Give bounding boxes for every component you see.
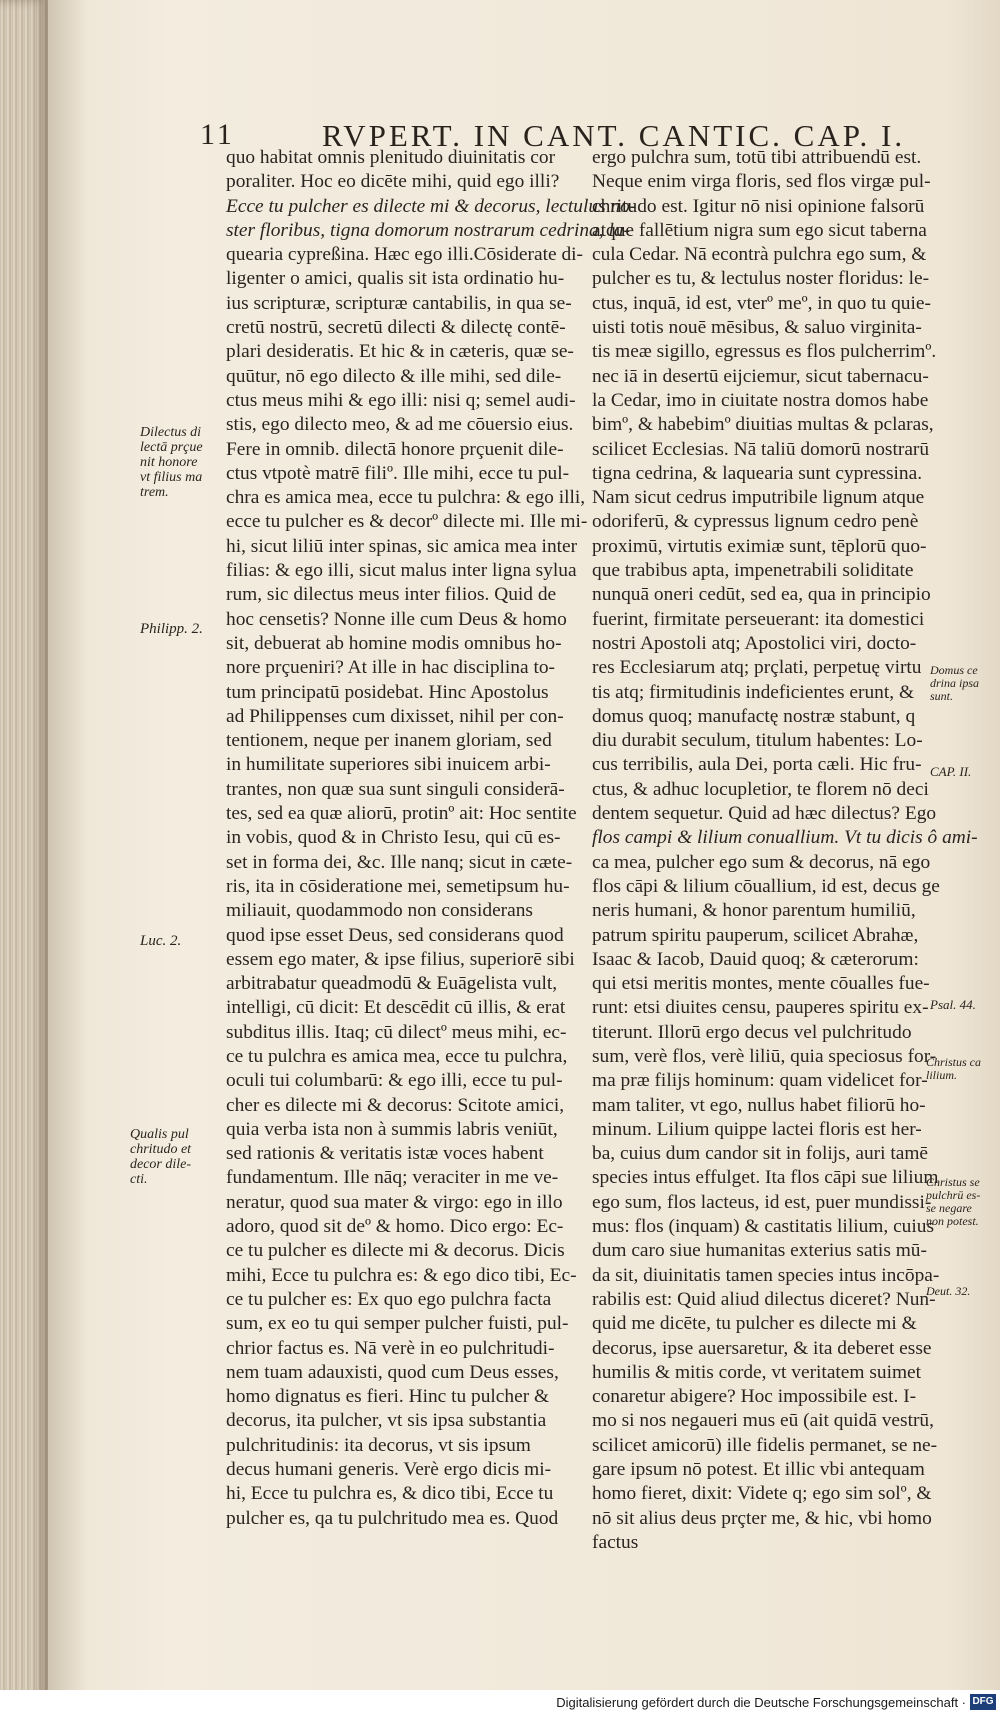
text-line: quo habitat omnis plenitudo diuinitatis cor <box>226 147 556 168</box>
text-line: ca mea, pulcher ego sum & decorus, nā ego <box>592 851 931 873</box>
text-line: ris, ita in cōsideratione mei, semetipsum hu- <box>226 875 570 897</box>
text-line: ce tu pulchra es amica mea, ecce tu pulchra, <box>226 1045 568 1067</box>
text-line: fuerint, firmitate perseuerant: ita domestici <box>592 608 925 630</box>
text-line: intelligi, cū dicit: Et descēdit cū illis, & erat <box>226 997 566 1019</box>
text-line: chritudo est. Igitur nō nisi opinione falsorū <box>592 195 925 217</box>
margin-note-psal <box>930 997 976 1012</box>
text-line: filias: & ego illi, sicut malus inter ligna sylua <box>226 560 577 582</box>
margin-note-line: pulchrū es- <box>926 1188 981 1202</box>
text-line: la Cedar, imo in ciuitate nostra domos habe <box>592 389 929 411</box>
text-line: proximū, virtutis eximiæ sunt, tēplorū quo- <box>592 535 927 557</box>
text-line: neratur, quod sua mater & virgo: ego in illo <box>226 1191 563 1213</box>
text-line: ma præ filijs hominum: quam videlicet for- <box>592 1070 928 1092</box>
folio-number: 11 <box>200 118 235 151</box>
text-line: quūtur, nō ego dilecto & ille mihi, sed dile- <box>226 365 562 387</box>
text-line: quod ipse esset Deus, sed considerans quod <box>226 924 564 946</box>
text-line: neris humani, & honor parentum humiliū, <box>592 900 916 922</box>
text-line: ce tu pulcher es: Ex quo ego pulchra facta <box>226 1288 552 1310</box>
text-line: hi, Ecce tu pulchra es, & dico tibi, Ecce tu <box>226 1483 554 1505</box>
margin-note-line: se negare <box>926 1201 972 1215</box>
margin-note-line: Domus ce <box>930 663 978 677</box>
text-line: nore prçueniri? At ille in hac disciplina to- <box>226 657 555 679</box>
margin-note-luc <box>140 934 181 949</box>
text-line: mo si nos negaueri mus eū (ait quidā vestrū, <box>592 1410 934 1432</box>
text-line: flos cāpi & lilium cōuallium, id est, decus ge <box>592 875 940 897</box>
text-line: ba, cuius dum candor sit in folijs, auri tamē <box>592 1143 929 1165</box>
text-line: in humilitate superiores sibi inuicem arbi- <box>226 754 551 776</box>
text-line: minum. Lilium quippe lactei floris est her- <box>592 1118 922 1140</box>
text-line: nō sit alius deus prçter me, & hic, vbi homo <box>592 1507 932 1529</box>
margin-note-dilectus <box>140 425 203 500</box>
text-line: quearia cypreßina. Hæc ego illi.Cōsiderate di- <box>226 244 583 266</box>
text-line: adoro, quod sit deº & homo. Dico ergo: Ec- <box>226 1216 564 1238</box>
text-line: qui etsi meritis montes, mente cōualles fue- <box>592 973 930 995</box>
text-line: tis meæ sigillo, egressus es flos pulcherrimº. <box>592 341 937 363</box>
text-line: subditus illis. Itaq; cū dilectº meus mihi, ec- <box>226 1021 567 1043</box>
text-line: in vobis, quod & in Christo Iesu, qui cū es- <box>226 827 561 849</box>
text-line: pulcher es tu, & lectulus noster floridus: le- <box>592 268 930 290</box>
margin-note-line: vt filius ma <box>140 470 203 485</box>
margin-note-qualis <box>130 1127 191 1187</box>
text-line: ego sum, flos lacteus, id est, puer mundissi- <box>592 1191 932 1213</box>
text-line: ce tu pulcher es dilecte mi & decorus. Dicis <box>226 1240 565 1262</box>
margin-note-domus <box>930 664 979 703</box>
text-line: arbitrabatur queadmodū & Euāgelista vult, <box>226 973 558 995</box>
text-line: mihi, Ecce tu pulchra es: & ego dico tibi, Ec- <box>226 1264 577 1286</box>
margin-note-philipp <box>140 622 203 637</box>
text-line: ergo pulchra sum, totū tibi attribuendū est. <box>592 147 922 168</box>
text-line: trantes, non quæ sua sunt singuli considerā- <box>226 778 565 800</box>
margin-note-line: decor dile- <box>130 1157 192 1172</box>
digitization-footer <box>0 1690 1000 1716</box>
margin-note-line: Deut. 32. <box>926 1284 971 1298</box>
text-line: quia verba ista non à summis labris veniūt, <box>226 1118 558 1140</box>
text-line: domus quoq; manufactę nostræ stabunt, q <box>592 705 916 727</box>
text-line: cula Cedar. Nā econtrà pulchra ego sum, & <box>592 244 927 266</box>
text-line: flos campi & lilium conuallium. Vt tu dicis ô ami- <box>592 827 978 849</box>
text-line: atque fallētium nigra sum ego sicut taberna <box>592 219 927 241</box>
text-line: fundamentum. Ille nāq; veraciter in me ve- <box>226 1167 559 1189</box>
margin-note-line: nit honore <box>140 455 198 470</box>
text-line: quid me dicēte, tu pulcher es dilecte mi & <box>592 1313 917 1335</box>
margin-note-christus-lilium <box>926 1056 981 1082</box>
text-line: set in forma dei, &c. Ille nanq; sicut in cæte- <box>226 851 573 873</box>
text-line: titerunt. Illorū ergo decus vel pulchritudo <box>592 1021 912 1043</box>
text-line: bimº, & habebimº diuitias multas & pclaras, <box>592 414 934 436</box>
text-line: rum, sic dilectus meus inter filios. Quid de <box>226 584 557 606</box>
text-line: chra es amica mea, ecce tu pulchra: & ego illi, <box>226 487 586 509</box>
text-line: tes, sed ea quæ aliorū, protinº ait: Hoc sentite <box>226 803 577 825</box>
text-line: cretū nostrū, secretū dilecti & dilectę contē- <box>226 317 566 339</box>
text-line: ctus meus mihi & ego illi: nisi q; semel audi- <box>226 389 576 411</box>
margin-note-cap <box>930 764 971 779</box>
text-line: sum, ex eo tu qui semper pulcher fuisti, pul- <box>226 1313 569 1335</box>
text-line: diu durabit seculum, titulum habentes: Lo- <box>592 730 923 752</box>
text-line: decus humani generis. Verè ergo dicis mi- <box>226 1459 552 1481</box>
text-line: dentem sequetur. Quid ad hæc dilectus? Ego <box>592 803 937 825</box>
text-line: essem ego mater, & ipse filius, superiorē sibi <box>226 948 575 970</box>
text-line: Fere in omnib. dilectā honore prçuenit dile- <box>226 438 564 460</box>
margin-note-line: lilium. <box>926 1068 958 1082</box>
text-line: ligenter o amici, qualis sit ista ordinatio hu- <box>226 268 565 290</box>
margin-note-christus-pulchrum <box>926 1176 980 1228</box>
running-title: RVPERT. IN CANT. CANTIC. CAP. I. <box>322 118 906 153</box>
text-line: hi, sicut liliū inter spinas, sic amica mea inter <box>226 535 578 557</box>
text-line: homo dignatus es fieri. Hinc tu pulcher & <box>226 1386 550 1408</box>
text-line: ster floribus, tigna domorum nostrarum cedrina, la- <box>226 219 630 241</box>
text-line: Neque enim virga floris, sed flos virgæ pul- <box>592 171 931 193</box>
text-line: poraliter. Hoc eo dicēte mihi, quid ego illi? <box>226 171 560 193</box>
margin-note-line: Christus se <box>926 1175 980 1189</box>
text-line: nunquā oneri cedūt, sed ea, qua in principio <box>592 584 931 606</box>
margin-note-line: Philipp. 2. <box>140 621 203 637</box>
margin-note-line: CAP. II. <box>930 764 972 779</box>
margin-note-line: Dilectus di <box>140 425 202 440</box>
left-text-column <box>226 146 637 1531</box>
text-line: patrum spiritu pauperum, scilicet Abrahæ, <box>592 924 919 946</box>
text-line: hoc censetis? Nonne ille cum Deus & homo <box>226 608 567 630</box>
text-line: uisti totis nouē mēsibus, & saluo virginita- <box>592 317 922 339</box>
margin-note-line: drina ipsa <box>930 676 980 690</box>
text-line: scilicet Ecclesias. Nā taliū domorū nostrarū <box>592 438 930 460</box>
text-line: nem tuam adauxisti, quod cum Deus esses, <box>226 1361 559 1383</box>
margin-note-line: lectā prçue <box>140 440 203 455</box>
text-line: ctus, inquā, id est, vterº meº, in quo tu quie- <box>592 292 931 314</box>
text-line: tigna cedrina, & laquearia sunt cypressina. <box>592 462 923 484</box>
text-line: que trabibus apta, impenetrabili soliditate <box>592 560 914 582</box>
text-line: dum caro siue humanitas exterius satis mū- <box>592 1240 927 1262</box>
text-line: mus: flos (inquam) & castitatis lilium, cuius <box>592 1216 934 1238</box>
margin-note-line: Christus ca <box>926 1055 982 1069</box>
text-line: factus <box>592 1531 639 1553</box>
margin-note-line: cti. <box>130 1172 148 1187</box>
text-line: sum, verè flos, verè liliū, quia speciosus for- <box>592 1045 937 1067</box>
text-line: sit, debuerat ab homine modis omnibus ho- <box>226 632 562 654</box>
text-line: nec iā in desertū eijciemur, sicut tabernacu- <box>592 365 929 387</box>
text-line: mam taliter, vt ego, nullus habet filiorū ho- <box>592 1094 926 1116</box>
text-line: pulcher es, qa tu pulchritudo mea es. Quod <box>226 1507 559 1529</box>
text-line: tum principatū posidebat. Hinc Apostolus <box>226 681 549 703</box>
text-line: cher es dilecte mi & decorus: Scitote amici, <box>226 1094 565 1116</box>
text-line: da sit, diuinitatis tamen species intus incōpa- <box>592 1264 940 1286</box>
text-line: decorus, ita pulcher, vt sis ipsa substantia <box>226 1410 547 1432</box>
text-line: odoriferū, & cypressus lignum cedro penè <box>592 511 919 533</box>
text-line: sed rationis & veritatis istæ voces habent <box>226 1143 544 1165</box>
text-line: ctus vtpotè matrē filiº. Ille mihi, ecce tu pul- <box>226 462 570 484</box>
margin-note-line: non potest. <box>926 1214 979 1228</box>
text-line: cus terribilis, aula Dei, porta cæli. Hic fru- <box>592 754 922 776</box>
text-line: runt: etsi diuites censu, pauperes spiritu ex- <box>592 997 929 1019</box>
text-line: miliauit, quodammodo non considerans <box>226 900 533 922</box>
margin-note-line: Psal. 44. <box>930 997 976 1012</box>
text-line: stis, ego dilecto meo, & ad me cōuersio eius. <box>226 414 574 436</box>
text-line: Nam sicut cedrus imputribile lignum atque <box>592 487 925 509</box>
margin-note-line: Qualis pul <box>130 1127 189 1142</box>
text-line: conaretur abigere? Hoc impossibile est. I- <box>592 1386 917 1408</box>
margin-note-line: Luc. 2. <box>140 933 182 949</box>
margin-note-line: chritudo et <box>130 1142 192 1157</box>
text-line: ad Philippenses cum dixisset, nihil per con- <box>226 705 564 727</box>
text-line: Isaac & Iacob, Dauid quoq; & cæterorum: <box>592 948 919 970</box>
text-line: tis atq; firmitudinis indeficientes erunt, & <box>592 681 915 703</box>
text-line: nostri Apostoli atq; Apostolici viri, docto- <box>592 632 917 654</box>
margin-note-deut <box>926 1284 970 1299</box>
text-line: ius scripturæ, scripturæ cantabilis, in qua se- <box>226 292 572 314</box>
text-line: ctus, & adhuc locupletior, te florem nō deci <box>592 778 929 800</box>
text-line: homo fieret, dixit: Videte q; ego sim solº, & <box>592 1483 932 1505</box>
text-line: chrior factus es. Nā verè in eo pulchritudi- <box>226 1337 555 1359</box>
funding-credit: Digitalisierung gefördert durch die Deutsche Forschungsgemeinschaft · <box>556 1695 966 1710</box>
text-line: tentionem, neque per inanem gloriam, sed <box>226 730 552 752</box>
text-line: plari desideratis. Et hic & in cæteris, quæ se- <box>226 341 574 363</box>
text-line: pulchritudinis: ita decorus, vt sis ipsum <box>226 1434 531 1456</box>
text-line: humilis & mitis corde, vt veritatem suimet <box>592 1361 922 1383</box>
text-line: species intus effulget. Ita flos cāpi sue lilium <box>592 1167 939 1189</box>
text-line: ecce tu pulcher es & decorº dilecte mi. Ille mi- <box>226 511 588 533</box>
margin-note-line: sunt. <box>930 689 954 703</box>
text-line: rabilis est: Quid aliud dilectus diceret? Nun- <box>592 1288 936 1310</box>
text-line: scilicet amicorū) ille fidelis permanet, se ne- <box>592 1434 938 1456</box>
text-line: gare ipsum nō potest. Et illic vbi antequam <box>592 1459 925 1481</box>
dfg-logo-icon: DFG <box>970 1694 996 1710</box>
text-line: oculi tui columbarū: & ego illi, ecce tu pul- <box>226 1070 563 1092</box>
text-line: res Ecclesiarum atq; prçlati, perpetuę virtu <box>592 657 922 679</box>
margin-note-line: trem. <box>140 485 169 500</box>
text-line: Ecce tu pulcher es dilecte mi & decorus, lectulus no- <box>226 195 637 217</box>
text-line: decorus, ipse auersaretur, & ita deberet esse <box>592 1337 932 1359</box>
page-edge-stack <box>0 0 48 1716</box>
